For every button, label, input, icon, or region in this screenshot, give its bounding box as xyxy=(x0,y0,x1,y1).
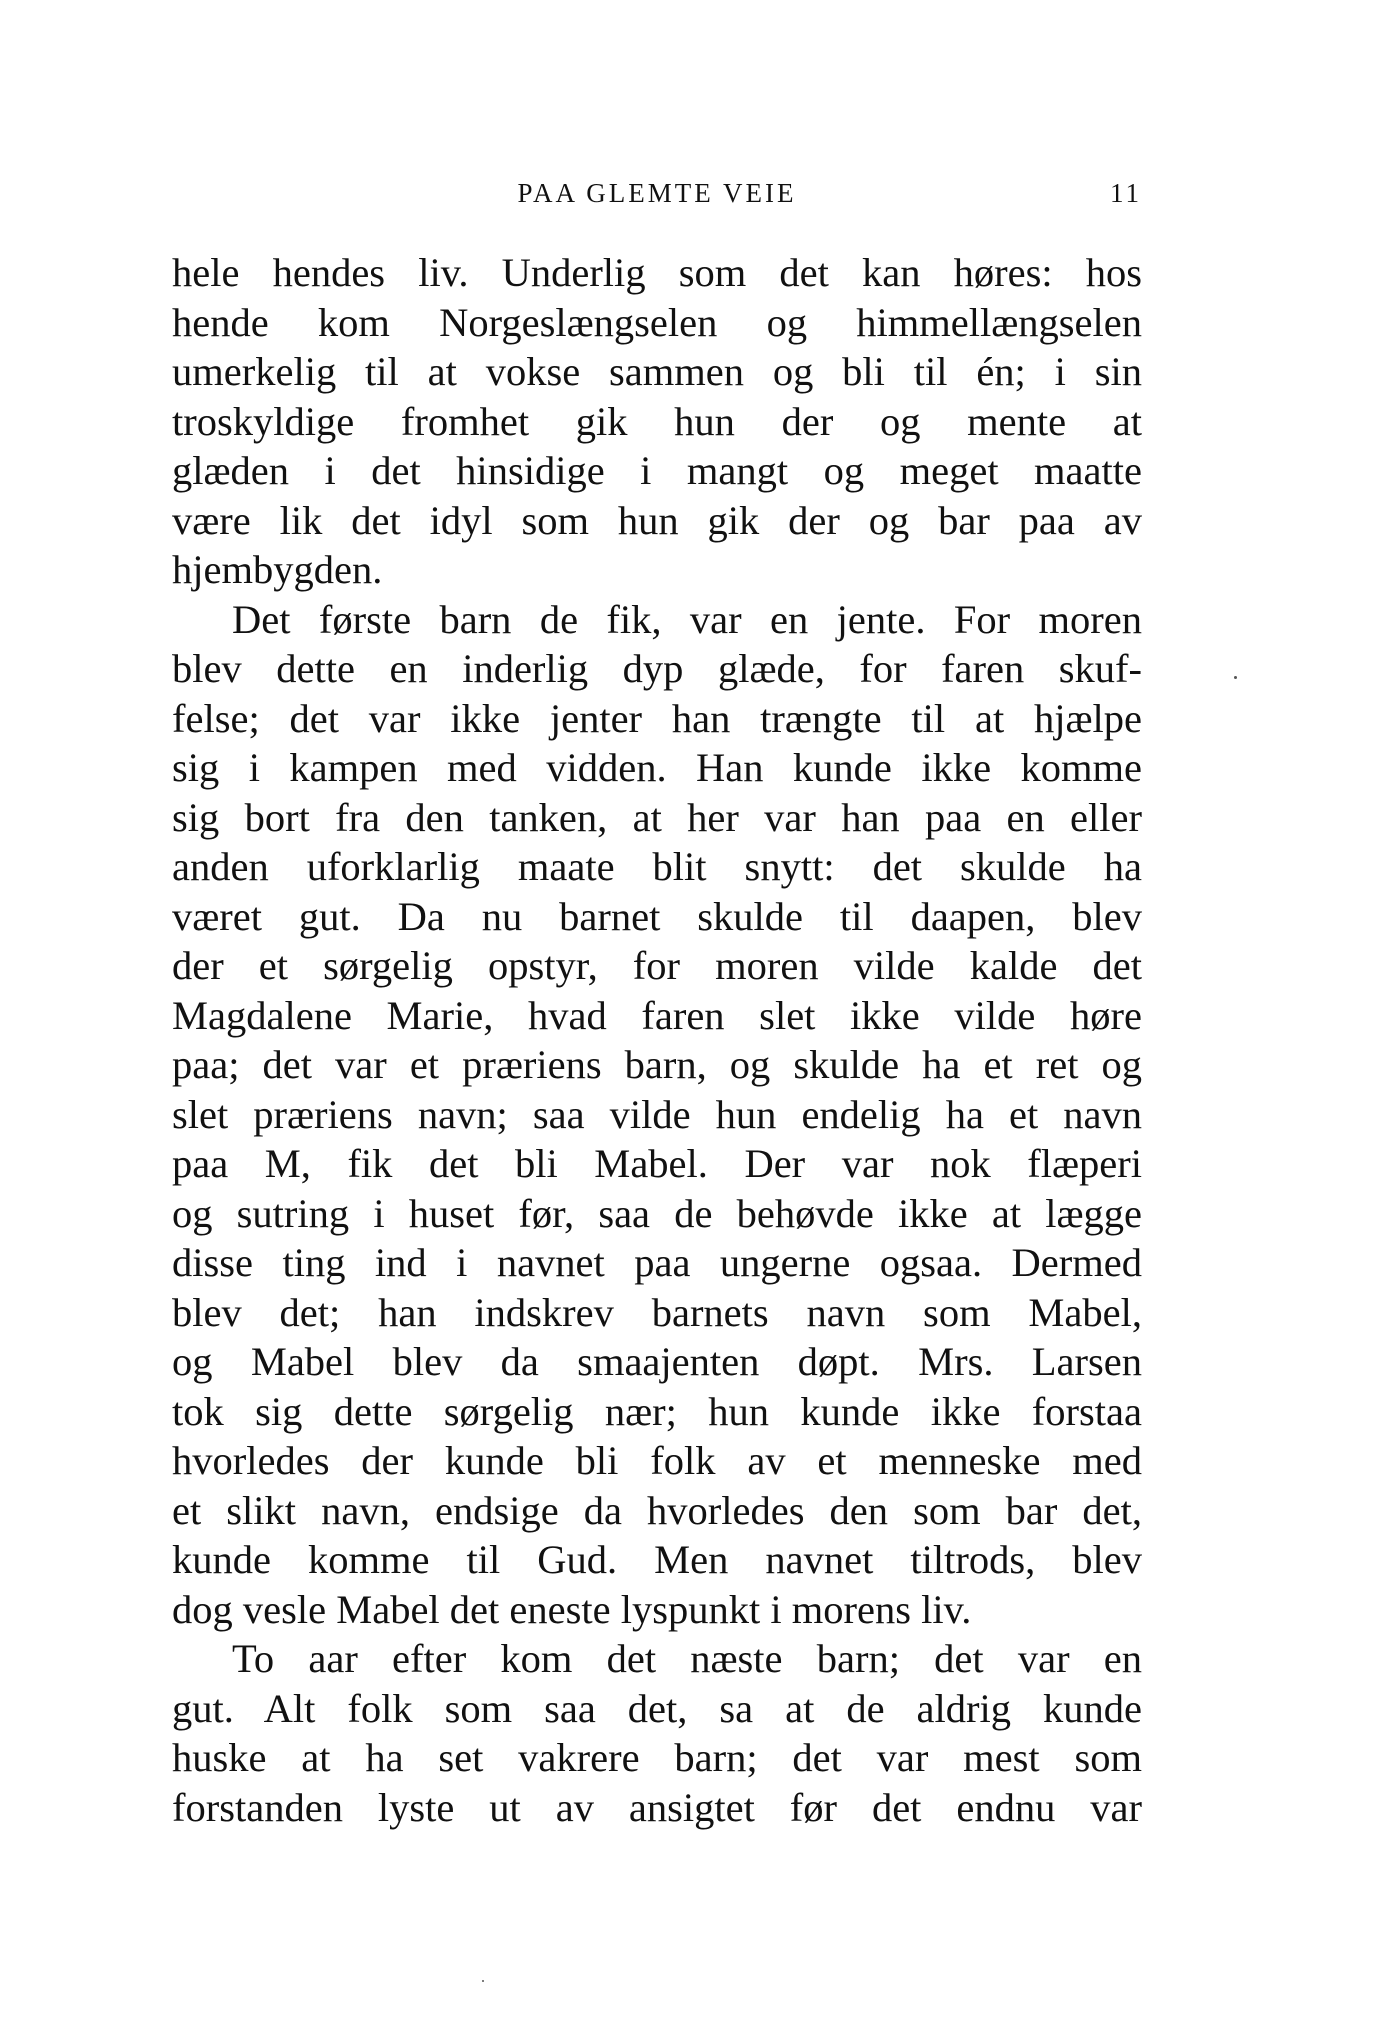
text-line: slet præriens navn; saa vilde hun endelig ha et navn xyxy=(172,1091,1142,1137)
text-line: dog vesle Mabel det eneste lyspunkt i morens liv. xyxy=(172,1586,972,1632)
scan-speck xyxy=(482,1980,484,1982)
paragraph xyxy=(172,248,1142,595)
text-line: og sutring i huset før, saa de behøvde ikke at lægge xyxy=(172,1190,1142,1236)
text-line: blev det; han indskrev barnets navn som Mabel, xyxy=(172,1289,1142,1335)
text-line: huske at ha set vakrere barn; det var mest som xyxy=(172,1735,1142,1780)
text-line: været gut. Da nu barnet skulde til daapen, blev xyxy=(172,893,1142,939)
text-line: der et sørgelig opstyr, for moren vilde kalde det xyxy=(172,943,1142,988)
page-number: 11 xyxy=(1110,178,1142,208)
text-line: og Mabel blev da smaajenten døpt. Mrs. Larsen xyxy=(172,1339,1142,1384)
scan-speck xyxy=(1234,676,1237,679)
text-line: paa M, fik det bli Mabel. Der var nok flæperi xyxy=(172,1141,1142,1186)
text-line: anden uforklarlig maate blit snytt: det skulde ha xyxy=(172,844,1142,889)
text-line: To aar efter kom det næste barn; det var en xyxy=(232,1636,1142,1681)
paragraph xyxy=(172,1634,1142,1832)
text-line: troskyldige fromhet gik hun der og mente at xyxy=(172,398,1142,444)
paragraph xyxy=(172,595,1142,1635)
running-title: PAA GLEMTE VEIE xyxy=(517,178,797,208)
text-line: disse ting ind i navnet paa ungerne ogsaa. Dermed xyxy=(172,1240,1142,1285)
text-line: glæden i det hinsidige i mangt og meget maatte xyxy=(172,448,1142,493)
text-line: kunde komme til Gud. Men navnet tiltrods, blev xyxy=(172,1537,1142,1582)
text-line: et slikt navn, endsige da hvorledes den som bar det, xyxy=(172,1487,1142,1533)
text-line: hjembygden. xyxy=(172,547,383,592)
text-line: Magdalene Marie, hvad faren slet ikke vilde høre xyxy=(172,992,1142,1038)
running-header xyxy=(172,178,1142,218)
text-line: Det første barn de fik, var en jente. For moren xyxy=(232,596,1142,642)
text-line: hende kom Norgeslængselen og himmellængselen xyxy=(172,299,1142,345)
text-line: forstanden lyste ut av ansigtet før det endnu var xyxy=(172,1784,1142,1830)
text-line: paa; det var et præriens barn, og skulde ha et ret og xyxy=(172,1042,1142,1087)
text-line: felse; det var ikke jenter han trængte til at hjælpe xyxy=(172,695,1142,741)
text-line: sig bort fra den tanken, at her var han paa en eller xyxy=(172,794,1142,840)
text-line: være lik det idyl som hun gik der og bar paa av xyxy=(172,497,1142,543)
text-line: umerkelig til at vokse sammen og bli til én; i sin xyxy=(172,349,1142,394)
text-line: sig i kampen med vidden. Han kunde ikke komme xyxy=(172,745,1142,790)
text-line: tok sig dette sørgelig nær; hun kunde ikke forstaa xyxy=(172,1388,1142,1434)
text-line: blev dette en inderlig dyp glæde, for faren skuf- xyxy=(172,646,1142,691)
body-text xyxy=(172,248,1142,1832)
text-line: gut. Alt folk som saa det, sa at de aldrig kunde xyxy=(172,1685,1142,1731)
text-line: hvorledes der kunde bli folk av et menneske med xyxy=(172,1438,1142,1483)
text-line: hele hendes liv. Underlig som det kan høres: hos xyxy=(172,250,1142,295)
